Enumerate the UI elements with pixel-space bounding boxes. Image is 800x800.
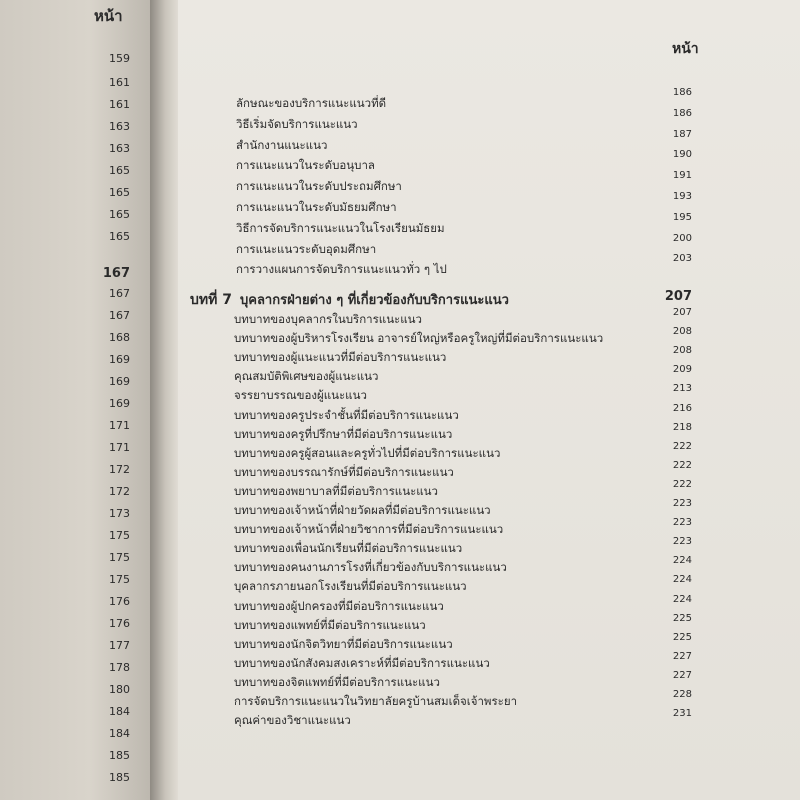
left-page-number: 165 [109,230,130,243]
left-page-number: 178 [109,661,130,674]
toc-entry-title: บทบาทของนักจิตวิทยาที่มีต่อบริการแนะแนว [234,636,453,651]
toc-entry-page-number: 227 [672,669,692,681]
toc-entry-page-number: 195 [672,211,692,223]
toc-entry-page-number: 224 [672,574,692,586]
toc-entry-page-number: 222 [672,459,692,471]
toc-entry-title: บุคลากรภายนอกโรงเรียนที่มีต่อบริการแนะแนว [234,579,467,594]
toc-entry-page-number: 187 [672,128,692,140]
toc-entry-title: การจัดบริการแนะแนวในวิทยาลัยครูบ้านสมเด็จเจ้าพระยา [234,694,518,708]
left-page-number: 172 [109,463,130,476]
toc-entry-page-number: 200 [672,232,692,244]
toc-entry-page-number: 209 [672,364,692,376]
toc-entry-title: คุณสมบัติพิเศษของผู้แนะแนว [234,369,379,384]
toc-entry-page-number: 224 [672,593,692,605]
left-page-number: 165 [109,164,130,177]
right-page-header: หน้า [672,41,699,57]
left-page-number: 167 [109,309,130,322]
toc-entry-title: บทบาทของเจ้าหน้าที่ฝ่ายวัดผลที่มีต่อบริการแนะแนว [234,503,491,517]
chapter-page-number: 207 [664,289,692,304]
toc-entry-page-number: 207 [672,307,692,318]
toc-entry-page-number: 227 [672,650,692,662]
left-page-number: 169 [109,397,130,410]
toc-entry-title: การแนะแนวในระดับมัธยมศึกษา [236,200,397,214]
left-page-number: 167 [102,266,130,281]
toc-entry-title: บทบาทของเพื่อนนักเรียนที่มีต่อบริการแนะแนว [234,541,463,556]
left-page-number: 180 [109,683,130,696]
toc-entry-title: บทบาทของคนงานภารโรงที่เกี่ยวข้องกับบริการแนะแนว [234,560,507,575]
toc-entry-title: บทบาทของผู้บริหารโรงเรียน อาจารย์ใหญ่หรือครูใหญ่ที่มีต่อบริการแนะแนว [234,331,604,346]
toc-entry-title: การแนะแนวระดับอุดมศึกษา [236,241,377,256]
left-page-number: 165 [109,208,130,221]
toc-entry-title: บทบาทของผู้แนะแนวที่มีต่อบริการแนะแนว [234,350,447,365]
toc-entry-page-number: 223 [672,517,692,529]
left-page-header: หน้า [94,7,123,25]
left-page-number: 173 [109,507,130,520]
toc-entry-page-number: 228 [672,689,692,700]
toc-entry-title: วิธีเริ่มจัดบริการแนะแนว [236,116,358,131]
left-page-number: 172 [109,485,130,498]
toc-entry-title: บทบาทของครูที่ปรึกษาที่มีต่อบริการแนะแนว [234,426,453,441]
toc-entry-page-number: 231 [672,708,692,720]
toc-entry-title: คุณค่าของวิชาแนะแนว [234,713,351,728]
left-page-number: 169 [109,375,130,388]
toc-entry-page-number: 186 [672,87,692,98]
left-page-number: 171 [109,441,130,454]
toc-entry-title: การวางแผนการจัดบริการแนะแนวทั่ว ๆ ไป [236,262,447,277]
chapter-title: บุคลากรฝ่ายต่าง ๆ ที่เกี่ยวข้องกับบริการแนะแนว [240,293,509,308]
left-page-number: 175 [109,551,130,564]
toc-entry-title: บทบาทของเจ้าหน้าที่ฝ่ายวิชาการที่มีต่อบริการแนะแนว [234,522,504,537]
left-page-number: 171 [109,419,130,432]
toc-entry-page-number: 208 [672,345,692,357]
toc-entry-page-number: 225 [672,612,692,624]
left-page-number: 175 [109,573,130,586]
toc-entry-title: บทบาทของแพทย์ที่มีต่อบริการแนะแนว [234,617,426,632]
left-page-number: 159 [109,52,130,65]
toc-entry-title: บทบาทของบุคลากรในบริการแนะแนว [234,312,422,326]
toc-entry-page-number: 213 [672,383,692,395]
toc-entry-title: การแนะแนวในระดับอนุบาล [236,158,375,173]
left-page-number: 165 [109,186,130,199]
book-gutter [150,0,178,800]
toc-entry-page-number: 193 [672,191,692,202]
left-page-number: 167 [109,287,130,300]
toc-entry-title: บทบาทของครูประจำชั้นที่มีต่อบริการแนะแนว [234,407,459,422]
toc-entry-title: ลักษณะของบริการแนะแนวที่ดี [236,96,387,110]
toc-entry-title: บทบาทของครูผู้สอนและครูทั่วไปที่มีต่อบริการแนะแนว [234,445,501,460]
left-page-number: 161 [109,98,130,111]
toc-entry-page-number: 222 [672,478,692,490]
left-page-number: 176 [109,617,130,630]
chapter-label: บทที่ 7 [190,292,232,308]
toc-entry-page-number: 218 [672,421,692,433]
toc-entry-page-number: 203 [672,253,692,265]
left-page-number: 169 [109,353,130,366]
left-page-number: 184 [109,727,130,740]
left-page-number: 168 [109,331,130,344]
toc-entry-page-number: 223 [672,536,692,548]
toc-entry-title: จรรยาบรรณของผู้แนะแนว [234,388,367,403]
left-page-number: 176 [109,595,130,608]
toc-entry-page-number: 186 [672,107,692,119]
toc-entry-page-number: 191 [672,170,692,182]
left-page-number: 185 [109,749,130,762]
toc-entry-title: สำนักงานแนะแนว [236,137,328,152]
toc-entry-page-number: 190 [672,149,692,161]
left-page-number: 163 [109,142,130,155]
toc-entry-page-number: 225 [672,631,692,643]
toc-entry-title: บทบาทของบรรณารักษ์ที่มีต่อบริการแนะแนว [234,464,454,479]
left-page-number: 185 [109,771,130,784]
toc-entry-title: บทบาทของจิตแพทย์ที่มีต่อบริการแนะแนว [234,674,440,689]
left-page-number: 175 [109,529,130,542]
toc-entry-title: บทบาทของพยาบาลที่มีต่อบริการแนะแนว [234,483,438,498]
toc-entry-title: บทบาทของผู้ปกครองที่มีต่อบริการแนะแนว [234,598,444,613]
toc-entry-page-number: 222 [672,440,692,452]
toc-entry-title: วิธีการจัดบริการแนะแนวในโรงเรียนมัธยม [236,220,445,235]
toc-entry-title: การแนะแนวในระดับประถมศึกษา [236,179,402,194]
left-page-number: 177 [109,639,130,652]
left-page-number: 184 [109,705,130,718]
toc-entry-page-number: 224 [672,555,692,567]
left-page [0,0,150,800]
left-page-number: 163 [109,120,130,133]
left-page-number: 161 [109,76,130,89]
toc-entry-page-number: 216 [672,402,692,414]
toc-entry-page-number: 208 [672,326,692,338]
toc-entry-page-number: 223 [672,498,692,509]
toc-entry-title: บทบาทของนักสังคมสงเคราะห์ที่มีต่อบริการแนะแนว [234,655,490,670]
